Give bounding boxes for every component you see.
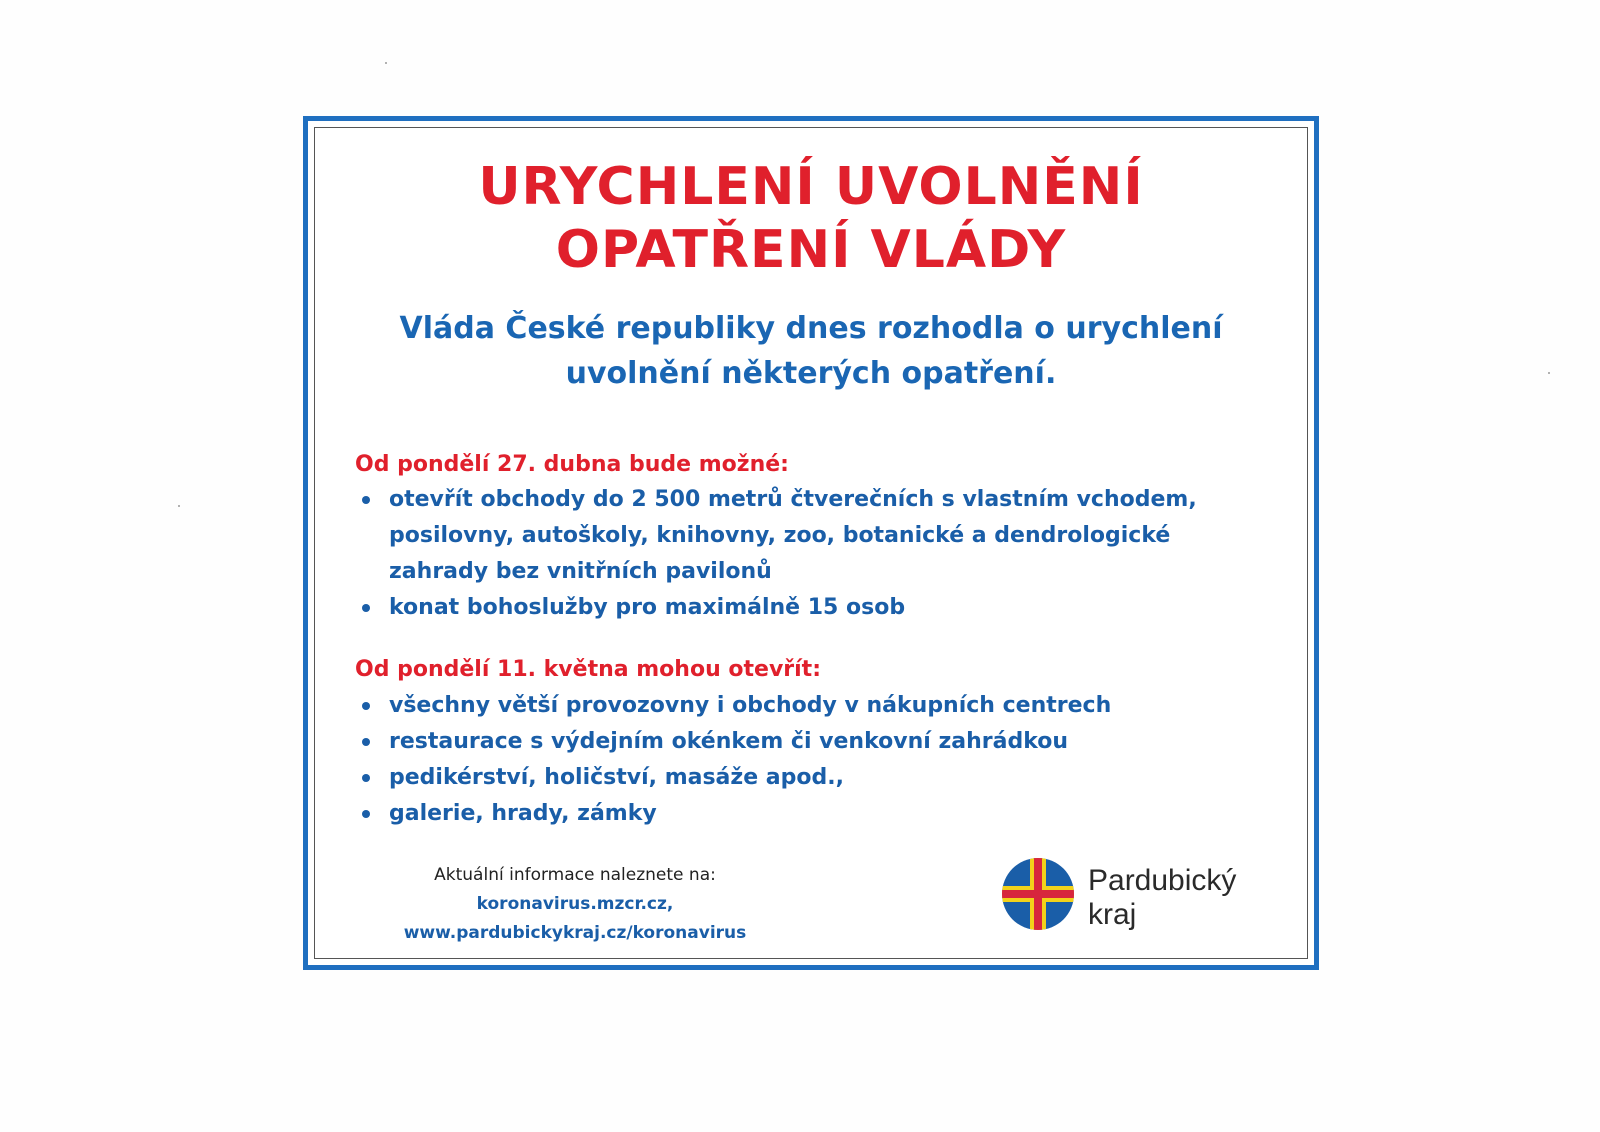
- bullet-icon: [362, 604, 370, 612]
- poster-inner-frame: [314, 127, 1308, 959]
- bullet-icon: [362, 810, 370, 818]
- bullet-icon: [362, 702, 370, 710]
- pardubicky-kraj-logo: [1000, 856, 1260, 936]
- bullet-icon: [362, 774, 370, 782]
- list-item-text: restaurace s výdejním okénkem či venkovní zahrádkou: [389, 729, 1069, 754]
- notice-poster: [303, 116, 1319, 970]
- list-item-text: pedikérství, holičství, masáže apod.,: [389, 765, 844, 790]
- logo-line-2: kraj: [1088, 898, 1137, 931]
- bullet-list-april-27: [355, 482, 1255, 626]
- scan-speck: [385, 62, 387, 64]
- scan-speck: [178, 505, 180, 507]
- list-item-line: zahrady bez vnitřních pavilonů: [389, 559, 772, 584]
- section-heading-may-11: Od pondělí 11. května mohou otevřít:: [355, 657, 821, 682]
- list-item: [355, 760, 1255, 796]
- intro-line-1: Vláda České republiky dnes rozhodla o urychlení: [399, 311, 1223, 346]
- title-line-1: URYCHLENÍ UVOLNĚNÍ: [478, 157, 1144, 217]
- footer-link-pardubickykraj[interactable]: www.pardubickykraj.cz/koronavirus: [403, 923, 747, 943]
- list-item: [355, 724, 1255, 760]
- intro-text: [315, 306, 1307, 396]
- footer-label: Aktuální informace naleznete na:: [434, 865, 716, 885]
- intro-line-2: uvolnění některých opatření.: [565, 356, 1057, 391]
- poster-title: [315, 156, 1307, 282]
- list-item: [355, 590, 1255, 626]
- bullet-icon: [362, 496, 370, 504]
- bullet-icon: [362, 738, 370, 746]
- list-item-text: galerie, hrady, zámky: [389, 801, 657, 826]
- scan-speck: [1548, 372, 1550, 374]
- list-item-text: všechny větší provozovny i obchody v nákupních centrech: [389, 693, 1112, 718]
- list-item-line: otevřít obchody do 2 500 metrů čtverečních s vlastním vchodem,: [389, 487, 1197, 512]
- list-item: [355, 796, 1255, 832]
- logo-line-1: Pardubický: [1088, 864, 1237, 897]
- list-item-line: posilovny, autoškoly, knihovny, zoo, botanické a dendrologické: [389, 523, 1171, 548]
- title-line-2: OPATŘENÍ VLÁDY: [555, 220, 1067, 280]
- footer-info: [375, 861, 775, 948]
- section-heading-april-27: Od pondělí 27. dubna bude možné:: [355, 452, 789, 477]
- logo-text: [1088, 864, 1236, 932]
- list-item: [355, 482, 1255, 590]
- list-item-line: konat bohoslužby pro maximálně 15 osob: [389, 595, 906, 620]
- pardubice-region-cross-emblem-icon: [1000, 856, 1076, 932]
- footer-link-mzcr[interactable]: koronavirus.mzcr.cz,: [476, 894, 674, 914]
- bullet-list-may-11: [355, 688, 1255, 832]
- list-item: [355, 688, 1255, 724]
